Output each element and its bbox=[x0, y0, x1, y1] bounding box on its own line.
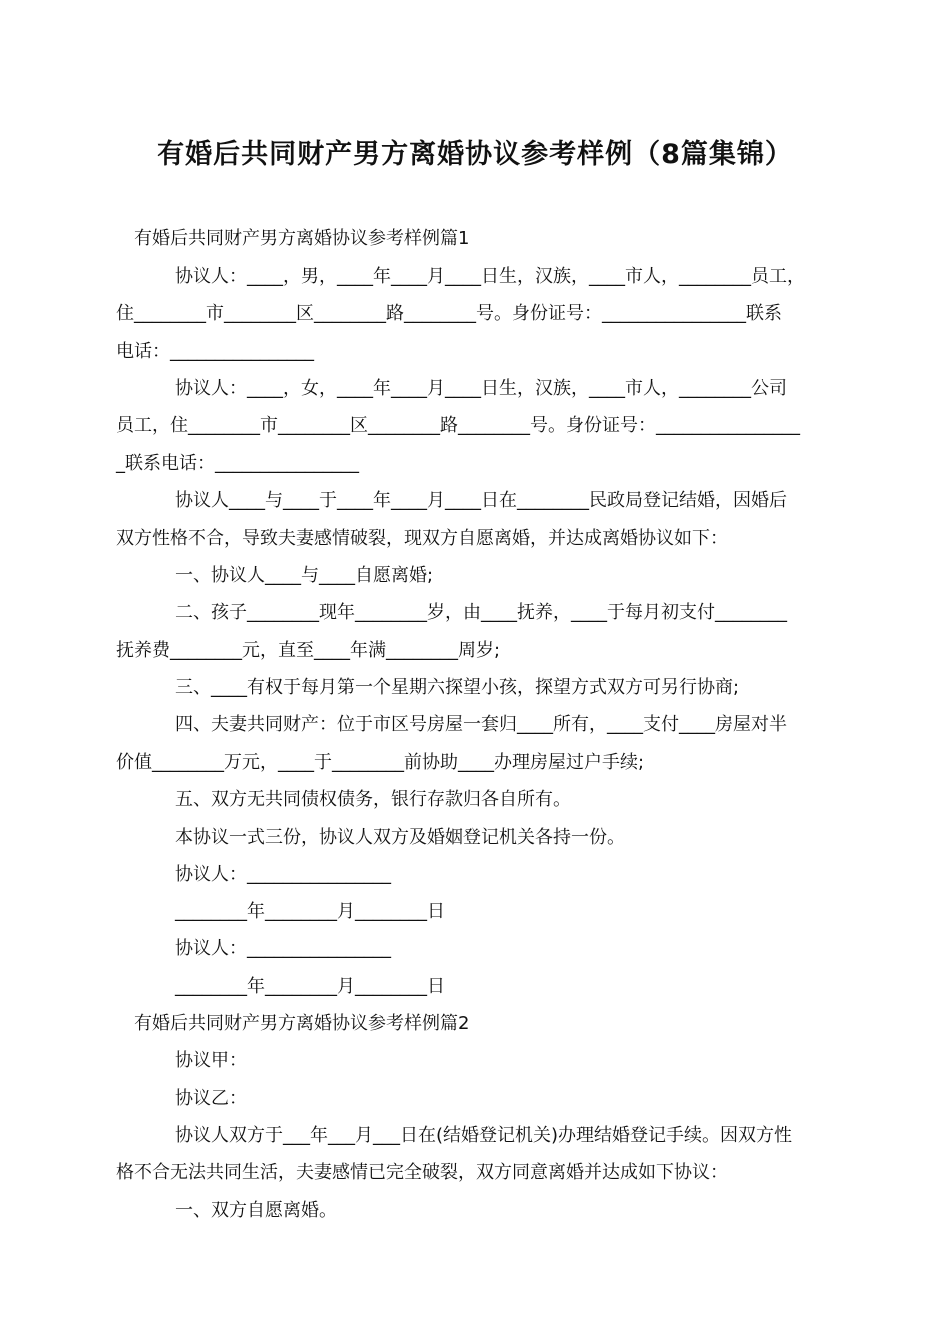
paragraph-line: 协议人：____，男，____年____月____日生，汉族，____市人，________员工， bbox=[175, 266, 805, 287]
signature-line: 协议人：________________ bbox=[175, 938, 391, 959]
date-line: ________年________月________日 bbox=[175, 976, 445, 997]
paragraph-line: 协议人：____，女，____年____月____日生，汉族，____市人，________公司 bbox=[175, 378, 787, 399]
section-heading-2: 有婚后共同财产男方离婚协议参考样例篇2 bbox=[134, 1013, 470, 1034]
clause-line: 四、夫妻共同财产：位于市区号房屋一套归____所有，____支付____房屋对半 bbox=[175, 714, 787, 735]
signature-line: 协议人：________________ bbox=[175, 864, 391, 885]
clause-line: 一、双方自愿离婚。 bbox=[175, 1200, 337, 1221]
paragraph-line: 住________市________区________路________号。身份证号：________________联系 bbox=[116, 303, 782, 324]
clause-line: 一、协议人____与____自愿离婚; bbox=[175, 565, 434, 586]
paragraph-line: 格不合无法共同生活，夫妻感情已完全破裂，双方同意离婚并达成如下协议： bbox=[116, 1162, 728, 1183]
document-title: 有婚后共同财产男方离婚协议参考样例（8篇集锦） bbox=[157, 139, 793, 170]
clause-line: 抚养费________元，直至____年满________周岁; bbox=[116, 640, 501, 661]
section-heading-1: 有婚后共同财产男方离婚协议参考样例篇1 bbox=[134, 228, 470, 249]
party-line: 协议甲： bbox=[175, 1050, 247, 1071]
clause-line: 三、____有权于每月第一个星期六探望小孩，探望方式双方可另行协商; bbox=[175, 677, 740, 698]
clause-line: 二、孩子________现年________岁，由____抚养，____于每月初支付________ bbox=[175, 602, 787, 623]
clause-line: 五、双方无共同债权债务，银行存款归各自所有。 bbox=[175, 789, 571, 810]
paragraph-line: 本协议一式三份，协议人双方及婚姻登记机关各持一份。 bbox=[175, 827, 625, 848]
paragraph-line: 协议人____与____于____年____月____日在________民政局登记结婚，因婚后 bbox=[175, 490, 787, 511]
paragraph-line: 双方性格不合，导致夫妻感情破裂，现双方自愿离婚，并达成离婚协议如下： bbox=[116, 528, 728, 549]
paragraph-line: _联系电话：________________ bbox=[116, 453, 359, 474]
paragraph-line: 电话：________________ bbox=[116, 341, 314, 362]
party-line: 协议乙： bbox=[175, 1088, 247, 1109]
paragraph-line: 员工，住________市________区________路________号。身份证号：________________ bbox=[116, 415, 800, 436]
clause-line: 价值________万元，____于________前协助____办理房屋过户手续; bbox=[116, 752, 645, 773]
date-line: ________年________月________日 bbox=[175, 901, 445, 922]
paragraph-line: 协议人双方于___年___月___日在(结婚登记机关)办理结婚登记手续。因双方性 bbox=[175, 1125, 793, 1146]
